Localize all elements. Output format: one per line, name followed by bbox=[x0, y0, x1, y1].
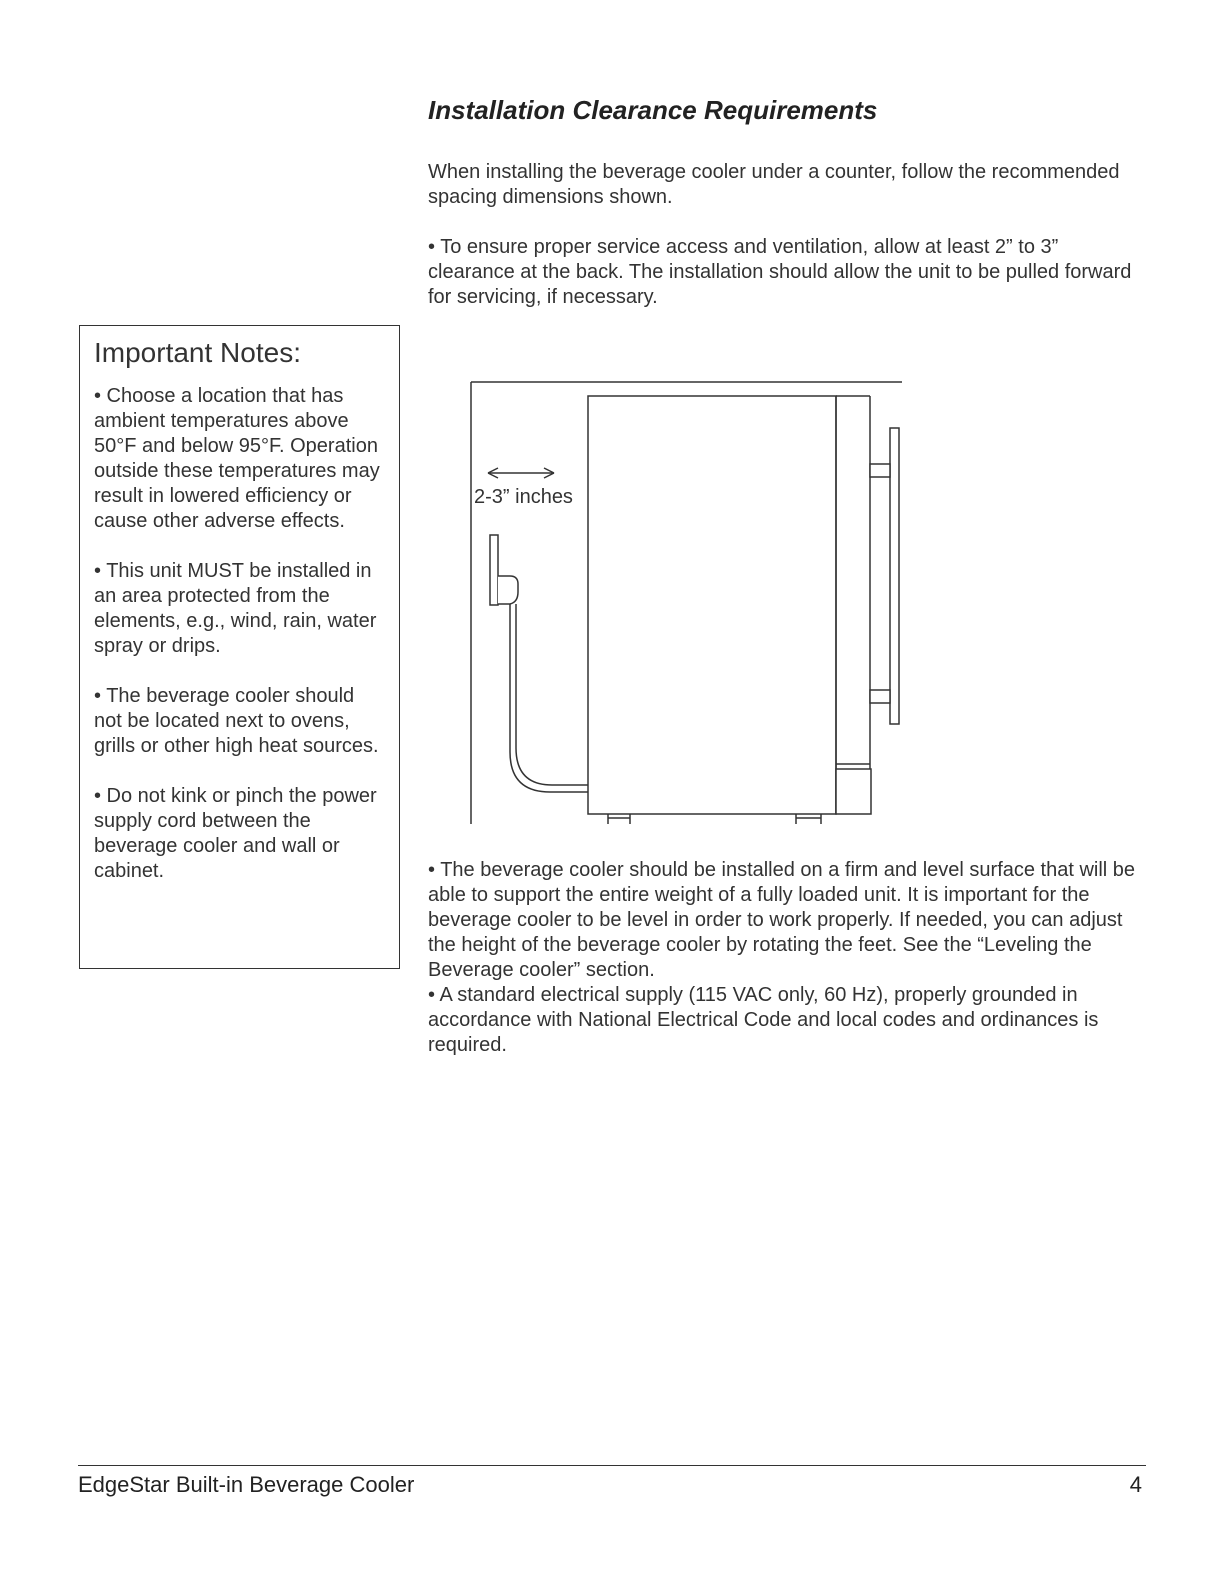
door-handle bbox=[890, 428, 899, 724]
clearance-label: 2-3” inches bbox=[474, 486, 573, 508]
notes-heading: Important Notes: bbox=[94, 337, 301, 368]
surface-bullet: • The beverage cooler should be installed on a firm and level surface that will be able to support the entire weight of a fully loaded unit. It is important for the beverage cooler to be level in order to work properly. If needed, you can adjust the height of the beverage cooler by rotating the feet. See the “Leveling the Beverage cooler” section. bbox=[428, 859, 1136, 981]
clearance-bullet: • To ensure proper service access and ventilation, allow at least 2” to 3” clearance at the back. The installation should allow the unit to be pulled forward for servicing, if necessary. bbox=[428, 236, 1132, 308]
page-number: 4 bbox=[1129, 1472, 1142, 1497]
installation-diagram bbox=[460, 372, 910, 832]
kick-plate bbox=[836, 769, 871, 814]
note-item: • Do not kink or pinch the power supply cord between the beverage cooler and wall or cabinet. bbox=[94, 785, 377, 882]
important-notes-box bbox=[79, 325, 400, 969]
note-item: • This unit MUST be installed in an area protected from the elements, e.g., wind, rain, water spray or drips. bbox=[94, 560, 377, 657]
intro-paragraph: When installing the beverage cooler under a counter, follow the recommended spacing dimensions shown. bbox=[428, 161, 1120, 208]
power-cord bbox=[510, 604, 588, 792]
cooler-cabinet bbox=[588, 396, 836, 814]
handle-mount-bottom bbox=[870, 690, 890, 703]
footer-divider bbox=[78, 1465, 1146, 1466]
power-plug bbox=[498, 576, 518, 604]
note-item: • Choose a location that has ambient temperatures above 50°F and below 95°F. Operation outside these temperatures may result in lowered efficiency or cause other adverse effects. bbox=[94, 385, 380, 532]
wall-outlet bbox=[490, 535, 498, 605]
handle-mount-top bbox=[870, 464, 890, 477]
electrical-bullet: • A standard electrical supply (115 VAC only, 60 Hz), properly grounded in accordance with National Electrical Code and local codes and ordinances is required. bbox=[428, 984, 1099, 1056]
power-cord bbox=[516, 604, 588, 785]
footer-title: EdgeStar Built-in Beverage Cooler bbox=[78, 1472, 415, 1497]
section-title: Installation Clearance Requirements bbox=[428, 95, 878, 125]
note-item: • The beverage cooler should not be located next to ovens, grills or other high heat sources. bbox=[94, 685, 379, 757]
